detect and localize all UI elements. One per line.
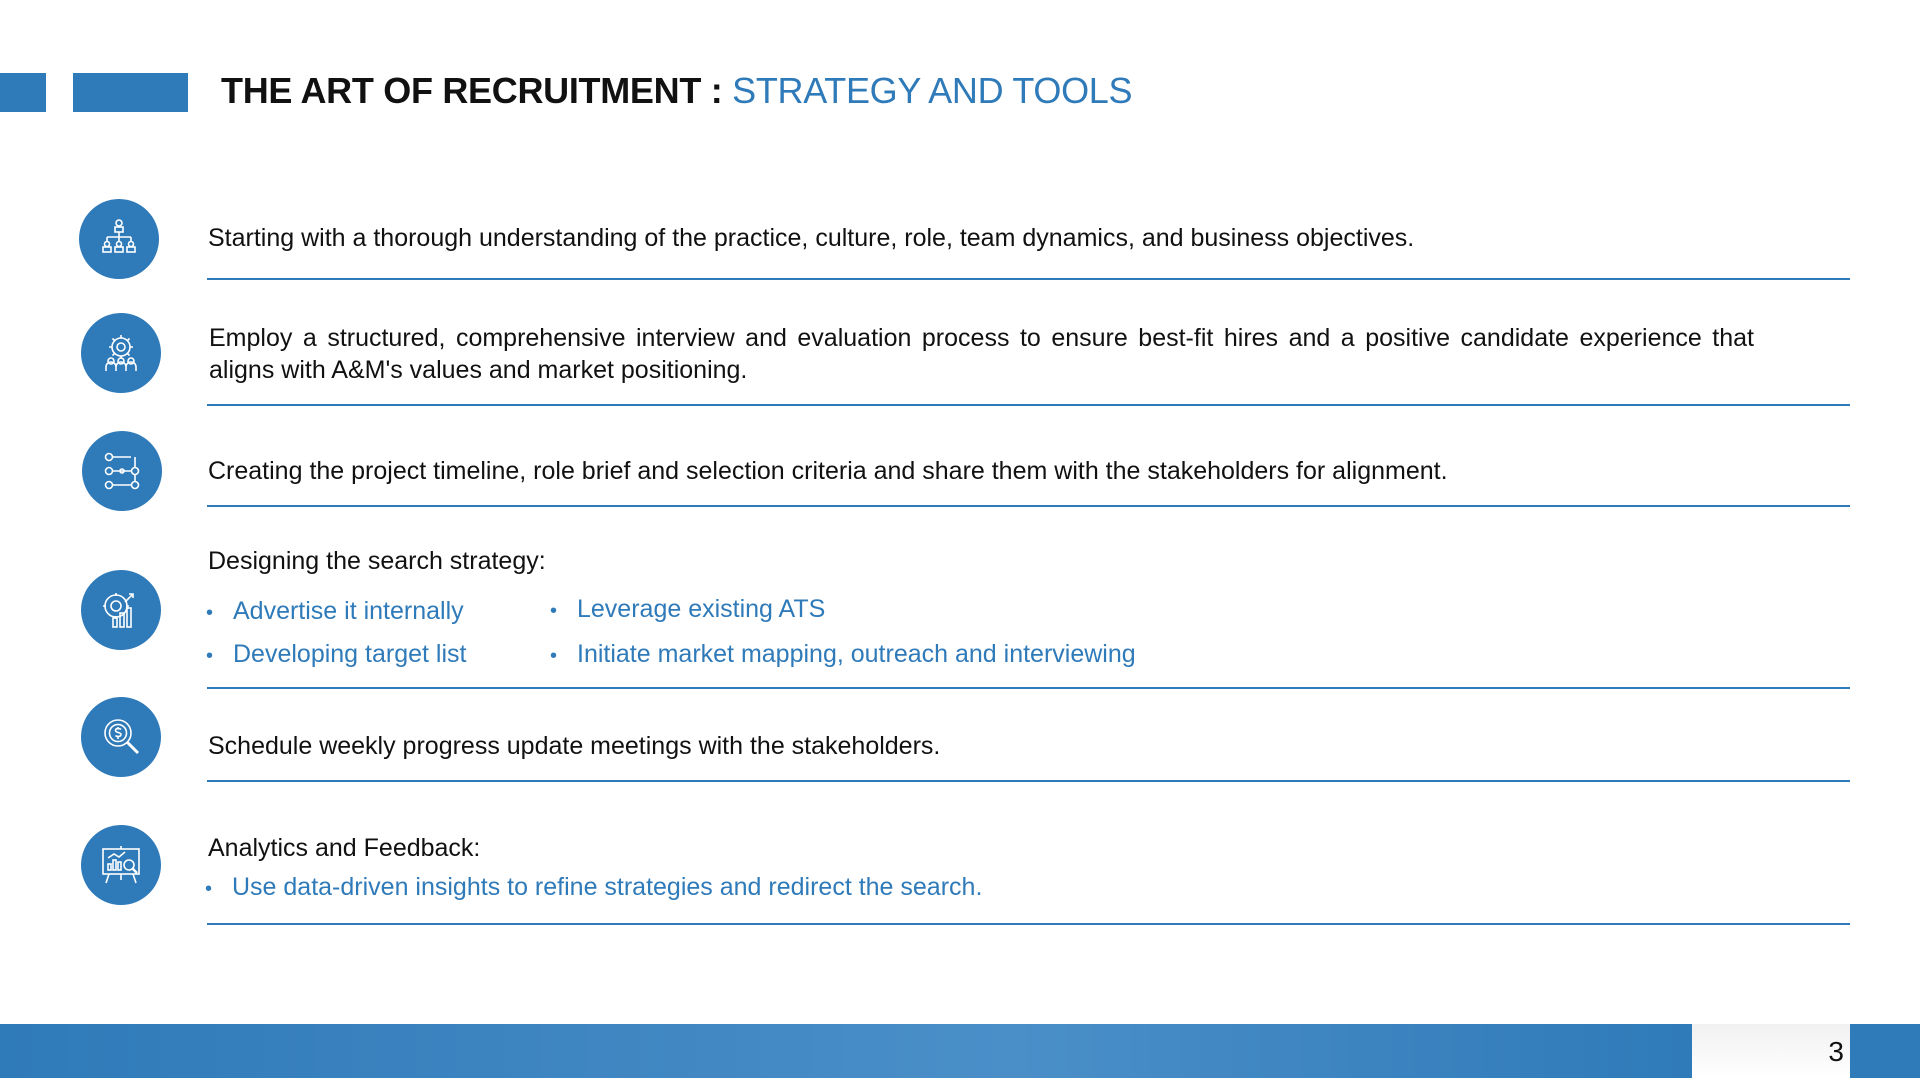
item-6-divider — [207, 923, 1850, 925]
bullet-dot: • — [550, 645, 558, 667]
bullet-text: Leverage existing ATS — [577, 595, 826, 623]
bullet-data-driven-insights — [205, 871, 982, 905]
header-accent-block-left — [0, 73, 46, 112]
bullet-text: Use data-driven insights to refine strategies and redirect the search. — [232, 873, 983, 901]
slide-title-sub: STRATEGY AND TOOLS — [732, 70, 1133, 111]
item-5-divider — [207, 780, 1850, 782]
org-hierarchy-icon — [79, 199, 159, 279]
bullet-market-mapping — [550, 638, 1136, 672]
gear-team-icon — [81, 313, 161, 393]
page-number: 3 — [1828, 1036, 1844, 1067]
bullet-text: Advertise it internally — [233, 597, 464, 625]
item-3-divider — [207, 505, 1850, 507]
search-dollar-icon — [81, 697, 161, 777]
header-accent-block-right — [73, 73, 188, 112]
strategy-growth-icon — [81, 570, 161, 650]
slide-title-main: THE ART OF RECRUITMENT : — [221, 70, 733, 111]
bullet-leverage-ats — [550, 593, 825, 627]
slide-title — [221, 70, 1132, 112]
bullet-dot: • — [206, 645, 214, 667]
footer-end-block — [1850, 1024, 1920, 1078]
timeline-flow-icon — [82, 431, 162, 511]
bullet-advertise-internally — [206, 595, 464, 629]
analytics-board-icon — [81, 825, 161, 905]
bullet-dot: • — [206, 602, 214, 624]
item-2-text: Employ a structured, comprehensive interview and evaluation process to ensure best-fit hires and a positive candidate experience that aligns with A&M's values and market positioning. — [209, 324, 1754, 384]
item-5-text: Schedule weekly progress update meetings with the stakeholders. — [208, 732, 941, 760]
item-4-heading: Designing the search strategy: — [208, 547, 546, 575]
item-6-heading: Analytics and Feedback: — [208, 834, 481, 862]
item-1-text: Starting with a thorough understanding of the practice, culture, role, team dynamics, and business objectives. — [208, 224, 1415, 252]
bullet-text: Initiate market mapping, outreach and interviewing — [577, 640, 1136, 668]
bullet-target-list — [206, 638, 466, 672]
item-4-divider — [207, 687, 1850, 689]
footer-bar — [0, 1024, 1692, 1078]
bullet-dot: • — [205, 878, 213, 900]
bullet-dot: • — [550, 600, 558, 622]
bullet-text: Developing target list — [233, 640, 467, 668]
item-2-divider — [207, 404, 1850, 406]
item-3-text: Creating the project timeline, role brief and selection criteria and share them with the stakeholders for alignment. — [208, 457, 1448, 485]
item-1-divider — [207, 278, 1850, 280]
